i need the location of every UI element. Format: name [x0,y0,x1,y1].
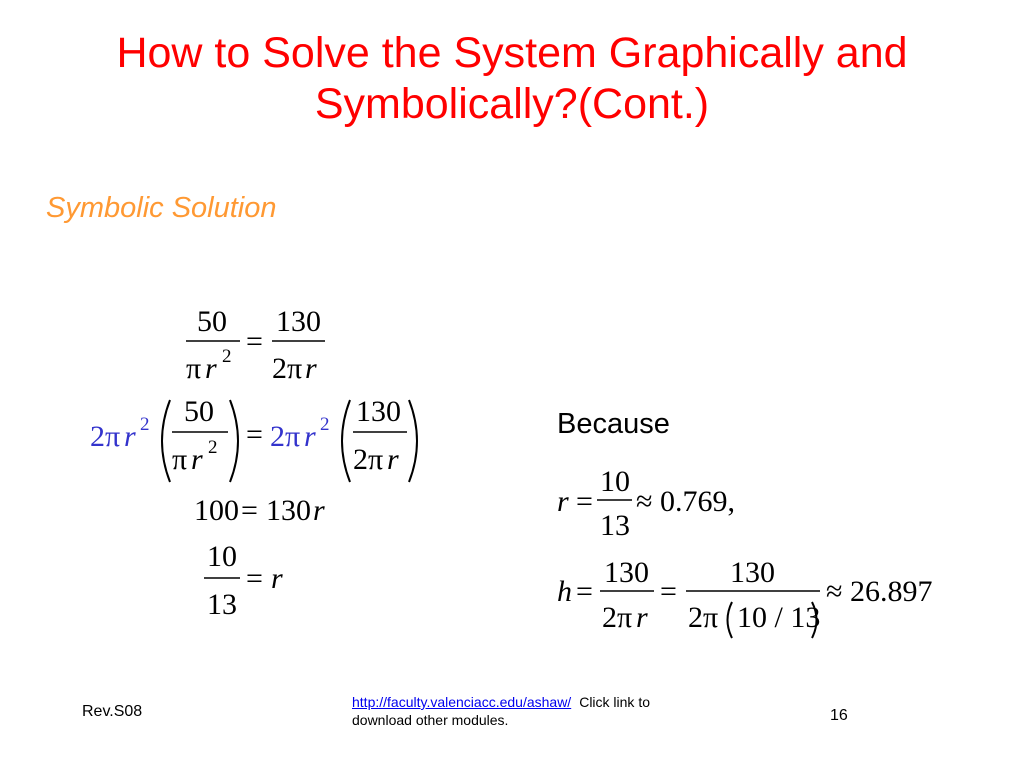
eq1-denominator-pi: π [186,352,202,385]
because-r-value: 0.769, [660,485,735,518]
because-h-equation [557,556,933,638]
eq4-var: r [271,562,283,595]
eq1-denominator-right-coef: 2π [272,352,303,385]
eq2-denominator-right-coef: 2π [353,443,384,476]
eq1-equals: = [246,325,263,358]
page-number: 16 [830,707,848,724]
eq2-denominator-r: r [191,443,203,476]
because-h-denominator-1-coef: 2π [602,601,633,634]
eq2-multiplier-right-coef: 2π [270,420,301,453]
eq3-left: 100 [194,494,239,527]
because-label: Because [557,408,670,440]
because-h-denominator-1-r: r [636,601,648,634]
because-r-numerator: 10 [600,465,630,498]
because-h-denominator-2-inner: 10 / 13 [737,601,821,634]
slide-title-line-2: Symbolically?(Cont.) [314,80,710,128]
slide-subtitle: Symbolic Solution [46,192,277,224]
footer-link-note: Click link to download other modules. [352,694,650,728]
eq1-denominator-exp: 2 [222,346,232,367]
eq1-denominator-right-r: r [305,352,317,385]
eq1-numerator-right: 130 [276,305,321,338]
eq2-denominator-pi: π [172,443,188,476]
eq2-right-paren-close [409,400,417,482]
eq2-left-paren-open [162,400,170,482]
footer-revision: Rev.S08 [82,703,143,720]
because-h-numerator-1: 130 [604,556,649,589]
eq4-equals: = [246,562,263,595]
because-r-equals: = [576,485,593,518]
because-r-approx: ≈ [636,485,653,518]
eq1-denominator-r: r [205,352,217,385]
because-h-equals-1: = [576,575,593,608]
eq2-multiplier-coef: 2π [90,420,121,453]
eq2-denominator-exp: 2 [208,437,218,458]
because-h-paren-open [728,602,733,638]
eq2-numerator-left: 50 [184,395,214,428]
because-r-denominator: 13 [600,509,630,542]
eq2-right-paren-open [342,400,350,482]
eq2-multiplier-right-r: r [304,420,316,453]
eq3-equals: = [241,494,258,527]
eq2-multiplier-r: r [124,420,136,453]
because-h-numerator-2: 130 [730,556,775,589]
because-h-approx: ≈ [826,575,843,608]
eq2-multiplier-right-exp: 2 [320,414,330,435]
because-h-var: h [557,575,572,608]
because-r-equation [557,465,735,542]
because-h-equals-2: = [660,575,677,608]
footer-link-block [352,693,682,729]
equation-1 [186,305,325,385]
eq3-right-coef: 130 [266,494,311,527]
eq4-denominator: 13 [207,588,237,621]
eq2-numerator-right: 130 [356,395,401,428]
equation-3 [194,494,325,527]
eq2-equals: = [246,418,263,451]
because-h-value: 26.897 [850,575,933,608]
eq2-multiplier-exp: 2 [140,414,150,435]
eq3-right-var: r [313,494,325,527]
eq2-left-paren-close [230,400,238,482]
because-h-denominator-2-coef: 2π [688,601,719,634]
eq2-denominator-right-r: r [387,443,399,476]
because-r-var: r [557,485,569,518]
slide-title-line-1: How to Solve the System Graphically and [116,29,908,77]
equation-4 [204,540,283,621]
eq4-numerator: 10 [207,540,237,573]
footer-link[interactable]: http://faculty.valenciacc.edu/ashaw/ [352,694,572,710]
eq1-numerator-left: 50 [197,305,227,338]
equation-2 [90,395,417,482]
